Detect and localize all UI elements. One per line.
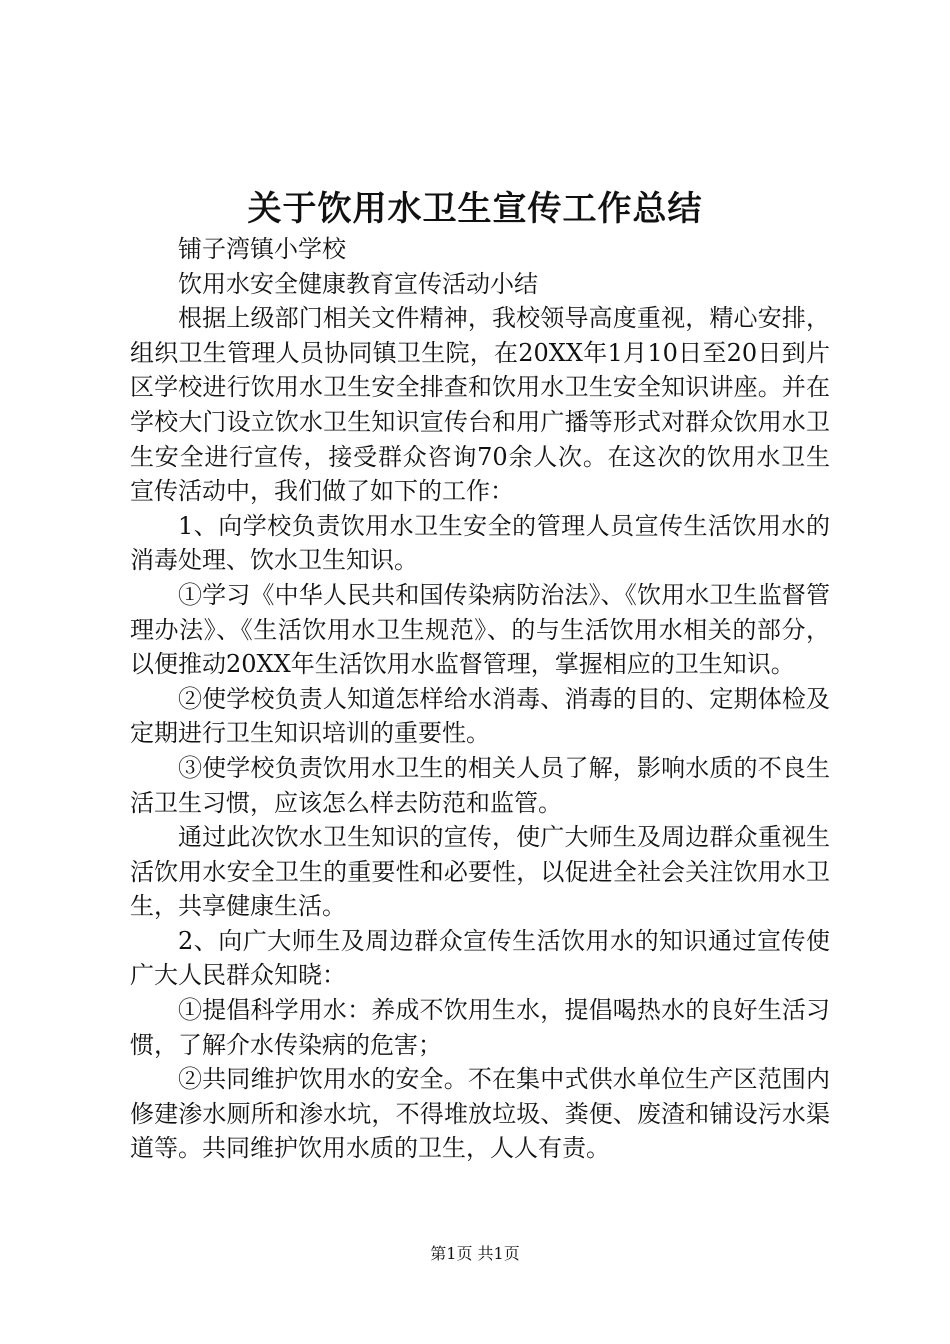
subtitle-line: 饮用水安全健康教育宣传活动小结: [178, 269, 538, 298]
document-title: 关于饮用水卫生宣传工作总结: [247, 189, 703, 229]
body-paragraph: 通过此次饮水卫生知识的宣传，使广大师生及周边群众重视生活饮用水安全卫生的重要性和必要性，以促进全社会关注饮用水卫生，共享健康生活。: [130, 823, 830, 921]
page-number-footer: 第1页 共1页: [430, 1244, 520, 1263]
school-name-line: 铺子湾镇小学校: [178, 235, 346, 263]
document-body: [130, 232, 830, 1166]
body-paragraph: 1、向学校负责饮用水卫生安全的管理人员宣传生活饮用水的消毒处理、饮水卫生知识。: [130, 511, 830, 575]
body-paragraph: ①提倡科学用水：养成不饮用生水，提倡喝热水的良好生活习惯，了解介水传染病的危害；: [130, 996, 830, 1059]
body-paragraph: ③使学校负责饮用水卫生的相关人员了解，影响水质的不良生活卫生习惯，应该怎么样去防范和监管。: [130, 753, 830, 817]
body-paragraph: ②使学校负责人知道怎样给水消毒、消毒的目的、定期体检及定期进行卫生知识培训的重要性。: [130, 684, 830, 748]
body-paragraph: ②共同维护饮用水的安全。不在集中式供水单位生产区范围内修建渗水厕所和渗水坑，不得堆放垃圾、粪便、废渣和铺设污水渠道等。共同维护饮用水质的卫生，人人有责。: [130, 1065, 830, 1163]
body-paragraph: ①学习《中华人民共和国传染病防治法》、《饮用水卫生监督管理办法》、《生活饮用水卫生规范》、的与生活饮用水相关的部分，以便推动20XX年生活饮用水监督管理，掌握相应的卫生知识。: [130, 580, 830, 679]
body-paragraph: 根据上级部门相关文件精神，我校领导高度重视，精心安排，组织卫生管理人员协同镇卫生院，在20XX年1月10日至20日到片区学校进行饮用水卫生安全排查和饮用水卫生安全知识讲座。并在学校大门设立饮水卫生知识宣传台和用广播等形式对群众饮用水卫生安全进行宣传，接受群众咨询70余人次。在这次的饮用水卫生宣传活动中，我们做了如下的工作：: [130, 304, 830, 506]
body-paragraph: 2、向广大师生及周边群众宣传生活饮用水的知识通过宣传使广大人民群众知晓：: [130, 926, 830, 990]
